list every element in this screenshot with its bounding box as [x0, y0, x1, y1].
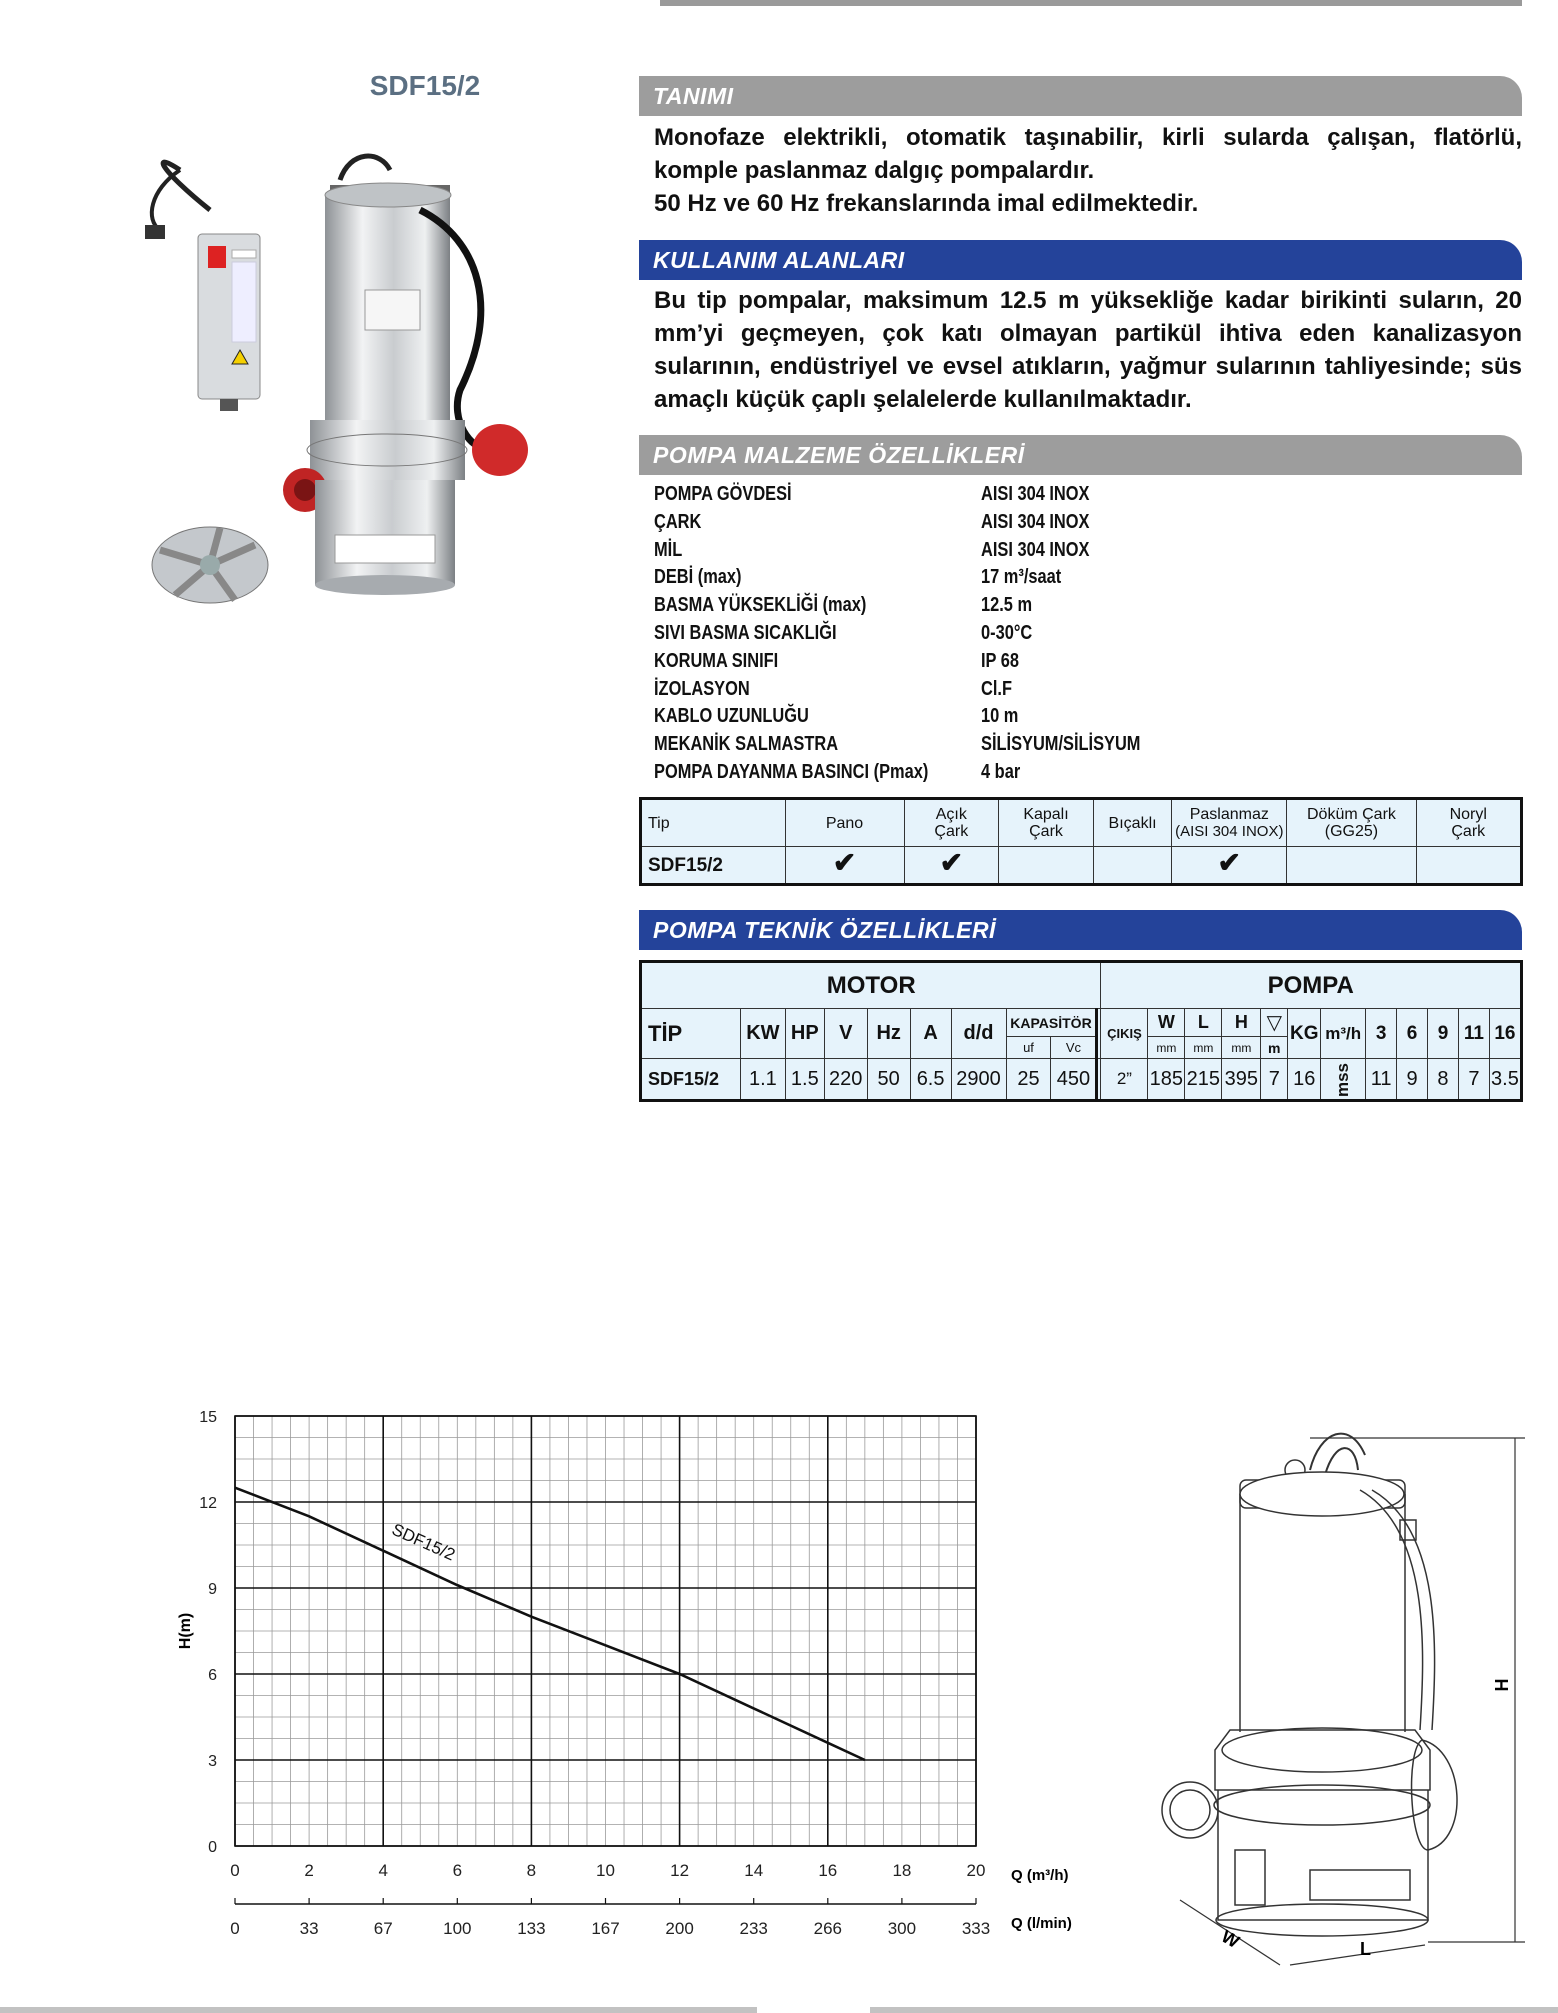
- options-check-cell: [1172, 847, 1287, 885]
- tech-value-dd: 2900: [951, 1059, 1006, 1101]
- check-icon: ✔: [939, 847, 964, 878]
- options-value-row: [641, 847, 1522, 885]
- control-box-icon: [145, 162, 260, 411]
- section-malzeme-title: POMPA MALZEME ÖZELLİKLERİ: [653, 442, 1025, 468]
- dimension-lines: [1180, 1438, 1525, 1965]
- series-label: SDF15/2: [388, 1519, 459, 1565]
- options-header-cell: Açık Çark: [904, 799, 999, 847]
- pump-body-icon: [283, 156, 528, 595]
- spec-row: [654, 731, 1254, 759]
- x2-tick-label: 233: [739, 1919, 768, 1938]
- spec-row: [654, 592, 1254, 620]
- tech-header-m: m: [1261, 1037, 1288, 1059]
- y-tick-label: 9: [208, 1581, 217, 1598]
- spec-key: SIVI BASMA SICAKLIĞI: [654, 621, 837, 644]
- footer-bar-left: [0, 2007, 757, 2013]
- tech-value-h-at-q: 8: [1428, 1059, 1459, 1101]
- tech-value-m: 7: [1261, 1059, 1288, 1101]
- spec-value: Cl.F: [981, 677, 1012, 700]
- tech-header-l: L: [1185, 1009, 1222, 1037]
- x-tick-label: 18: [892, 1861, 912, 1880]
- options-header-cell: Döküm Çark (GG25): [1287, 799, 1416, 847]
- tech-header-a: A: [910, 1009, 951, 1059]
- spec-key: POMPA GÖVDESİ: [654, 483, 792, 505]
- kullanim-line: mm’yi geçmeyen, çok katı olmayan partikül ihtiva eden kanalizasyon: [654, 320, 1522, 347]
- spec-row: [654, 481, 1254, 509]
- x-tick-label: 0: [230, 1861, 240, 1880]
- tech-header-kapasitor: KAPASİTÖR: [1006, 1009, 1097, 1037]
- options-check-cell: [785, 847, 904, 885]
- product-photo: [140, 150, 580, 620]
- options-header-cell: Pano: [785, 799, 904, 847]
- tech-value-v: 220: [824, 1059, 867, 1101]
- section-malzeme-header: [639, 435, 1522, 475]
- spec-key: DEBİ (max): [654, 566, 742, 589]
- tech-header-row: [641, 1009, 1522, 1037]
- y-tick-label: 3: [208, 1753, 217, 1770]
- y-tick-label: 0: [208, 1839, 217, 1856]
- tech-header-m3h: m³/h: [1321, 1009, 1366, 1059]
- spec-value: 17 m³/saat: [981, 566, 1062, 589]
- tanimi-line: Monofaze elektrikli, otomatik taşınabilir, kirli sularda çalışan, flatörlü,: [654, 124, 1522, 151]
- tech-header-v: V: [824, 1009, 867, 1059]
- chart-minor-grid: [235, 1416, 976, 1846]
- tech-value-kg: 16: [1288, 1059, 1321, 1101]
- spec-value: 0-30°C: [981, 621, 1033, 644]
- tech-header-mm: mm: [1148, 1037, 1185, 1059]
- dim-w-label: W: [1218, 1926, 1243, 1952]
- spec-key: KABLO UZUNLUĞU: [654, 705, 809, 728]
- x2-tick-label: 0: [230, 1919, 240, 1938]
- x2-tick-label: 100: [443, 1919, 472, 1938]
- tech-header-h: H: [1222, 1009, 1261, 1037]
- impeller-icon: [152, 527, 268, 603]
- spec-key: MEKANİK SALMASTRA: [654, 733, 839, 756]
- options-check-cell: [1093, 847, 1171, 885]
- options-header-cell: Noryl Çark: [1416, 799, 1521, 847]
- tech-header-q: 6: [1397, 1009, 1428, 1059]
- motor-label: MOTOR: [641, 962, 1101, 1009]
- spec-key: ÇARK: [654, 510, 702, 533]
- footer-bar-right: [870, 2007, 1558, 2013]
- material-spec-list: [654, 481, 1254, 787]
- kullanim-line: Bu tip pompalar, maksimum 12.5 m yüksekliğe kadar birikinti suların, 20: [654, 287, 1522, 314]
- x-tick-label: 6: [452, 1861, 463, 1880]
- tanimi-line: komple paslanmaz dalgıç pompalardır.: [654, 157, 1095, 184]
- options-header-cell: Kapalı Çark: [999, 799, 1094, 847]
- tech-header-dd: d/d: [951, 1009, 1006, 1059]
- spec-key: İZOLASYON: [654, 677, 750, 700]
- tech-value-h-at-q: 9: [1397, 1059, 1428, 1101]
- y-tick-label: 15: [199, 1409, 217, 1426]
- x-tick-label: 12: [670, 1861, 690, 1880]
- x2-tick-label: 133: [517, 1919, 546, 1938]
- x2-tick-label: 333: [961, 1919, 991, 1938]
- dim-h-label: H: [1492, 1678, 1512, 1692]
- tech-value-tip: SDF15/2: [641, 1059, 741, 1101]
- top-divider: [660, 0, 1522, 6]
- tech-value-uf: 25: [1006, 1059, 1051, 1101]
- spec-value: 12.5 m: [981, 594, 1033, 617]
- tech-value-hz: 50: [867, 1059, 910, 1101]
- x-tick-label: 10: [596, 1861, 615, 1880]
- tech-header-kg: KG: [1288, 1009, 1321, 1059]
- options-header-cell: Paslanmaz (AISI 304 INOX): [1172, 799, 1287, 847]
- dim-l-label: L: [1360, 1939, 1371, 1959]
- tech-value-a: 6.5: [910, 1059, 951, 1101]
- tech-value-cikis: 2”: [1101, 1059, 1148, 1101]
- x2-axis-label: Q (l/min): [1011, 1915, 1072, 1932]
- tech-header-q: 9: [1428, 1009, 1459, 1059]
- tech-header-kw: KW: [740, 1009, 785, 1059]
- tech-header-w: W: [1148, 1009, 1185, 1037]
- check-icon: ✔: [832, 847, 857, 878]
- y-tick-label: 12: [199, 1495, 217, 1512]
- options-check-cell: [999, 847, 1094, 885]
- spec-value: 4 bar: [981, 760, 1021, 783]
- spec-value: IP 68: [981, 649, 1020, 672]
- spec-value: AISI 304 INOX: [981, 510, 1090, 533]
- section-kullanim-title: KULLANIM ALANLARI: [653, 247, 905, 273]
- options-header-cell: Tip: [641, 799, 786, 847]
- x2-tick-label: 67: [373, 1919, 393, 1938]
- tech-header-hz: Hz: [867, 1009, 910, 1059]
- spec-row: [654, 509, 1254, 537]
- x2-tick-label: 200: [665, 1919, 694, 1938]
- spec-key: BASMA YÜKSEKLİĞİ (max): [654, 594, 867, 617]
- tech-header-mm: mm: [1222, 1037, 1261, 1059]
- tech-header-q: 3: [1366, 1009, 1397, 1059]
- spec-key: POMPA DAYANMA BASINCI (Pmax): [654, 760, 929, 783]
- spec-row: [654, 564, 1254, 592]
- tech-value-kw: 1.1: [740, 1059, 785, 1101]
- kullanim-line: sularının, endüstriyel ve evsel atıkların, yağmur sularının tahliyesinde; süs: [654, 353, 1522, 380]
- tanimi-line: 50 Hz ve 60 Hz frekanslarında imal edilmektedir.: [654, 190, 1199, 217]
- tech-value-hp: 1.5: [785, 1059, 824, 1101]
- tech-table: [639, 960, 1523, 1102]
- tech-header-uf: uf: [1006, 1037, 1051, 1059]
- spec-key: KORUMA SINIFI: [654, 649, 779, 672]
- options-check-cell: [1287, 847, 1416, 885]
- product-title: SDF15/2: [369, 70, 481, 101]
- tech-group-row: [641, 962, 1522, 1009]
- tech-value-h-at-q: 3.5: [1489, 1059, 1521, 1101]
- tech-header-q: 11: [1458, 1009, 1489, 1059]
- spec-value: SİLİSYUM/SİLİSYUM: [981, 733, 1141, 756]
- tech-value-vc: 450: [1051, 1059, 1097, 1101]
- pump-outline-icon: [1162, 1434, 1457, 1936]
- options-tip-cell: SDF15/2: [641, 847, 786, 885]
- x-axis-label: Q (m³/h): [1011, 1867, 1069, 1884]
- tech-header-vc: Vc: [1051, 1037, 1097, 1059]
- tech-header-cikis: ÇIKIŞ: [1101, 1009, 1148, 1059]
- section-kullanim-header: [639, 240, 1522, 280]
- tech-value-mss: [1321, 1059, 1366, 1101]
- x2-tick-label: 33: [299, 1919, 319, 1938]
- performance-chart: [150, 1390, 1100, 1950]
- check-icon: ✔: [1217, 847, 1241, 878]
- x-tick-label: 8: [526, 1861, 537, 1880]
- spec-row: [654, 537, 1254, 565]
- depth-triangle-icon: ▽: [1261, 1009, 1288, 1037]
- tech-value-h-at-q: 7: [1458, 1059, 1489, 1101]
- section-tanimi-title: TANIMI: [653, 83, 734, 109]
- tech-header-tip: TİP: [641, 1009, 741, 1059]
- tech-value-w: 185: [1148, 1059, 1185, 1101]
- x-tick-label: 14: [744, 1861, 764, 1880]
- kullanim-line: amaçlı küçük çaplı şelalelerde kullanılmaktadır.: [654, 386, 1192, 413]
- options-check-cell: [904, 847, 999, 885]
- x-tick-label: 20: [966, 1861, 986, 1880]
- spec-value: AISI 304 INOX: [981, 483, 1090, 505]
- spec-row: [654, 759, 1254, 787]
- section-teknik-header: [639, 910, 1522, 950]
- options-check-cell: [1416, 847, 1521, 885]
- tech-header-hp: HP: [785, 1009, 824, 1059]
- y-tick-label: 6: [208, 1667, 217, 1684]
- x-tick-label: 16: [818, 1861, 838, 1880]
- section-teknik-title: POMPA TEKNİK ÖZELLİKLERİ: [653, 917, 996, 943]
- x-tick-label: 2: [304, 1861, 314, 1880]
- spec-row: [654, 648, 1254, 676]
- options-table: [639, 797, 1523, 886]
- kullanim-text: [654, 284, 1522, 416]
- tech-value-h: 395: [1222, 1059, 1261, 1101]
- x-tick-label: 4: [378, 1861, 388, 1880]
- options-header-cell: Bıçaklı: [1093, 799, 1171, 847]
- y-axis-label: H(m): [177, 1612, 194, 1650]
- spec-value: AISI 304 INOX: [981, 538, 1090, 561]
- section-tanimi-header: [639, 76, 1522, 116]
- tech-value-h-at-q: 11: [1366, 1059, 1397, 1101]
- x2-tick-label: 266: [813, 1919, 842, 1938]
- tech-value-l: 215: [1185, 1059, 1222, 1101]
- tanimi-text: [654, 121, 1522, 220]
- spec-key: MİL: [654, 538, 683, 561]
- dimension-drawing: [1160, 1410, 1540, 1970]
- spec-row: [654, 620, 1254, 648]
- x2-tick-label: 167: [591, 1919, 620, 1938]
- tech-header-mm: mm: [1185, 1037, 1222, 1059]
- x2-tick-label: 300: [887, 1919, 917, 1938]
- tech-header-q: 16: [1489, 1009, 1521, 1059]
- tech-value-row: [641, 1059, 1522, 1101]
- spec-row: [654, 676, 1254, 704]
- spec-value: 10 m: [981, 705, 1019, 728]
- mss-label: mss: [1333, 1062, 1353, 1097]
- pompa-label: POMPA: [1101, 962, 1522, 1009]
- options-header-row: [641, 799, 1522, 847]
- spec-row: [654, 703, 1254, 731]
